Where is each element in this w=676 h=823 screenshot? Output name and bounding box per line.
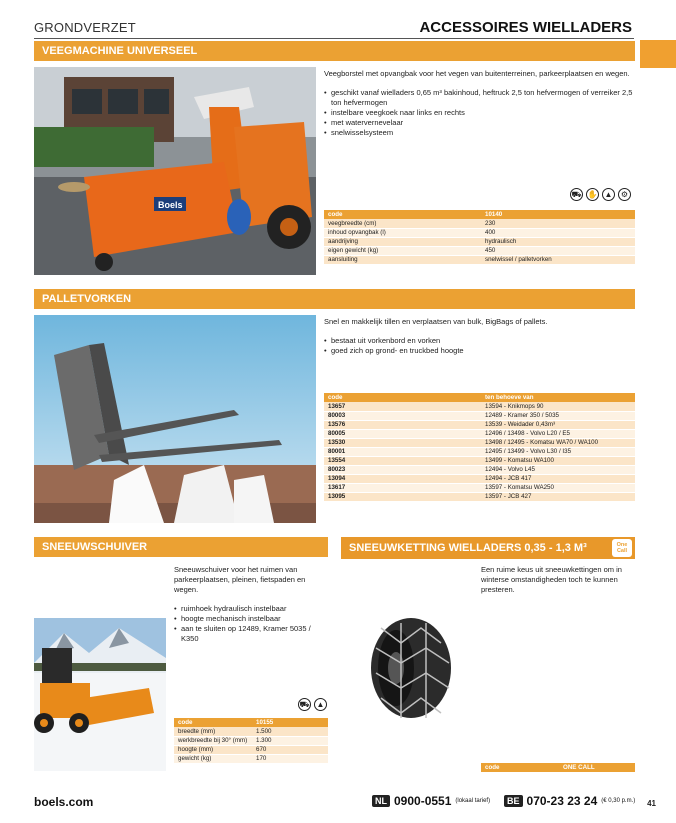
table-cell: gewicht (kg)	[174, 754, 252, 763]
list-item: • bestaat uit vorkenbord en vorken	[324, 336, 634, 346]
pallet-bullets	[324, 336, 634, 356]
table-header: ONE CALL	[559, 763, 635, 772]
table-cell: 12495 / 13499 - Volvo L30 / I35	[481, 447, 635, 456]
veeg-section-bar	[34, 41, 635, 61]
pallet-spec-table	[324, 393, 635, 502]
table-cell: veegbreedte (cm)	[324, 219, 481, 228]
table-cell: 80023	[324, 465, 481, 474]
phone-note-be: (€ 0,30 p.m.)	[601, 798, 636, 804]
table-row	[324, 492, 635, 501]
table-cell: 80005	[324, 429, 481, 438]
ketting-intro: Een ruime keus uit sneeuwkettingen om in winterse omstandigheden toch te kunnen presteren.	[481, 565, 622, 594]
table-cell: aandrijving	[324, 237, 481, 246]
table-row	[324, 237, 635, 246]
table-cell: 170	[252, 754, 328, 763]
veeg-description	[324, 69, 634, 138]
boels-logo: Boels	[158, 200, 183, 210]
table-row	[324, 483, 635, 492]
table-cell: 1.500	[252, 727, 328, 736]
table-cell: breedte (mm)	[174, 727, 252, 736]
table-row	[324, 429, 635, 438]
table-cell: 13597 - JCB 427	[481, 492, 635, 501]
table-cell: 1.300	[252, 736, 328, 745]
pallet-intro: Snel en makkelijk tillen en verplaatsen van bulk, BigBags of pallets.	[324, 317, 548, 326]
table-cell: 13554	[324, 456, 481, 465]
table-row	[324, 228, 635, 237]
sneeuw-description	[174, 565, 328, 644]
list-item: • hoogte mechanisch instelbaar	[174, 614, 328, 624]
table-cell: 12489 - Kramer 350 / 5035	[481, 411, 635, 420]
table-cell: 13576	[324, 420, 481, 429]
table-cell: 12494 - Volvo L45	[481, 465, 635, 474]
table-cell: eigen gewicht (kg)	[324, 246, 481, 255]
veeg-icons	[570, 188, 631, 201]
bag-icon: ▲	[314, 698, 327, 711]
table-header: 10155	[252, 718, 328, 727]
phone-be	[504, 794, 635, 808]
table-cell: 13594 - Knikmops 90	[481, 402, 635, 411]
sneeuw-icons	[298, 698, 327, 711]
veeg-bullets	[324, 88, 634, 138]
bag-icon: ▲	[602, 188, 615, 201]
page-title: ACCESSOIRES WIELLADERS	[419, 19, 632, 36]
veeg-intro: Veegborstel met opvangbak voor het vegen van buitenterreinen, parkeerplaatsen en wegen.	[324, 69, 630, 78]
table-row	[324, 255, 635, 264]
list-item: • met watervernevelaar	[324, 118, 634, 128]
table-cell: 13539 - Weidader 0,43m³	[481, 420, 635, 429]
table-cell: inhoud opvangbak (l)	[324, 228, 481, 237]
veeg-title: VEEGMACHINE UNIVERSEEL	[42, 45, 198, 57]
list-item: • goed zich op grond- en truckbed hoogte	[324, 346, 634, 356]
list-item: • snelwisselsysteem	[324, 128, 634, 138]
table-header: code	[324, 210, 481, 219]
list-item: • instelbare veegkoek naar links en rechts	[324, 108, 634, 118]
section-label: GRONDVERZET	[34, 20, 136, 35]
sneeuw-photo	[34, 563, 166, 771]
sneeuw-section-bar	[34, 537, 328, 557]
list-item: • geschikt vanaf wielladers 0,65 m³ bakinhoud, heftruck 2,5 ton hefvermogen of verreiker 2,5 ton hefvermogen	[324, 88, 634, 108]
table-row	[324, 474, 635, 483]
excavator-icon: ⛟	[298, 698, 311, 711]
country-code-be: BE	[504, 795, 523, 807]
wheel-icon: ⚙	[618, 188, 631, 201]
table-row	[324, 465, 635, 474]
table-cell: 80001	[324, 447, 481, 456]
table-row	[324, 447, 635, 456]
side-tab	[640, 40, 676, 68]
table-cell: 230	[481, 219, 635, 228]
table-cell: 13657	[324, 402, 481, 411]
phone-number-be: 070-23 23 24	[526, 794, 598, 808]
table-cell: 13530	[324, 438, 481, 447]
phone-nl	[372, 794, 490, 808]
table-cell: 12496 / 13498 - Volvo L20 / E5	[481, 429, 635, 438]
table-header: 10140	[481, 210, 635, 219]
table-cell: snelwissel / palletvorken	[481, 255, 635, 264]
list-item: • aan te sluiten op 12489, Kramer 5035 / K350	[174, 624, 328, 644]
pallet-section-bar	[34, 289, 635, 309]
table-row	[324, 246, 635, 255]
table-cell: aansluiting	[324, 255, 481, 264]
ketting-section-bar	[341, 537, 635, 559]
table-row	[174, 754, 328, 763]
table-cell: 12494 - JCB 417	[481, 474, 635, 483]
sneeuw-title: SNEEUWSCHUIVER	[42, 541, 148, 553]
table-cell: 400	[481, 228, 635, 237]
table-cell: hoogte (mm)	[174, 745, 252, 754]
table-row	[324, 219, 635, 228]
table-header: code	[481, 763, 559, 772]
phone-note-nl: (lokaal tarief)	[455, 798, 491, 804]
phone-number-nl: 0900-0551	[394, 794, 452, 808]
ketting-spec-table	[481, 763, 635, 772]
excavator-icon: ⛟	[570, 188, 583, 201]
country-code-nl: NL	[372, 795, 390, 807]
table-cell: werkbreedte bij 30° (mm)	[174, 736, 252, 745]
table-row	[324, 420, 635, 429]
list-item: • ruimhoek hydraulisch instelbaar	[174, 604, 328, 614]
table-row	[174, 727, 328, 736]
ketting-title: SNEEUWKETTING WIELLADERS 0,35 - 1,3 M³	[349, 542, 587, 554]
table-cell: 13094	[324, 474, 481, 483]
header-divider	[34, 38, 634, 39]
table-cell: 13095	[324, 492, 481, 501]
table-cell: 670	[252, 745, 328, 754]
page-number: 41	[647, 799, 656, 808]
sneeuw-intro: Sneeuwschuiver voor het ruimen van parkeerplaatsen, pleinen, fietspaden en wegen.	[174, 565, 306, 594]
sneeuw-spec-table	[174, 718, 328, 764]
ketting-photo	[341, 563, 473, 771]
table-header: code	[324, 393, 481, 402]
pallet-description	[324, 317, 634, 356]
table-row	[324, 438, 635, 447]
hand-icon: ✋	[587, 190, 598, 199]
table-row	[174, 736, 328, 745]
table-cell: 13498 / 12495 - Komatsu WA70 / WA100	[481, 438, 635, 447]
table-cell: 450	[481, 246, 635, 255]
veeg-photo	[34, 67, 316, 275]
brand-url[interactable]: boels.com	[34, 795, 94, 809]
table-header: ten behoeve van	[481, 393, 635, 402]
pallet-photo	[34, 315, 316, 523]
one-call-badge: One Call	[612, 539, 632, 557]
table-cell: 13597 - Komatsu WA250	[481, 483, 635, 492]
table-cell: 13499 - Komatsu WA100	[481, 456, 635, 465]
table-row	[324, 411, 635, 420]
table-header: code	[174, 718, 252, 727]
pallet-title: PALLETVORKEN	[42, 293, 132, 305]
table-row	[324, 456, 635, 465]
table-row	[324, 402, 635, 411]
table-row	[174, 745, 328, 754]
table-cell: 13617	[324, 483, 481, 492]
table-cell: hydraulisch	[481, 237, 635, 246]
table-cell: 80003	[324, 411, 481, 420]
veeg-spec-table	[324, 210, 635, 265]
ketting-description	[481, 565, 635, 595]
sneeuw-bullets	[174, 604, 328, 644]
